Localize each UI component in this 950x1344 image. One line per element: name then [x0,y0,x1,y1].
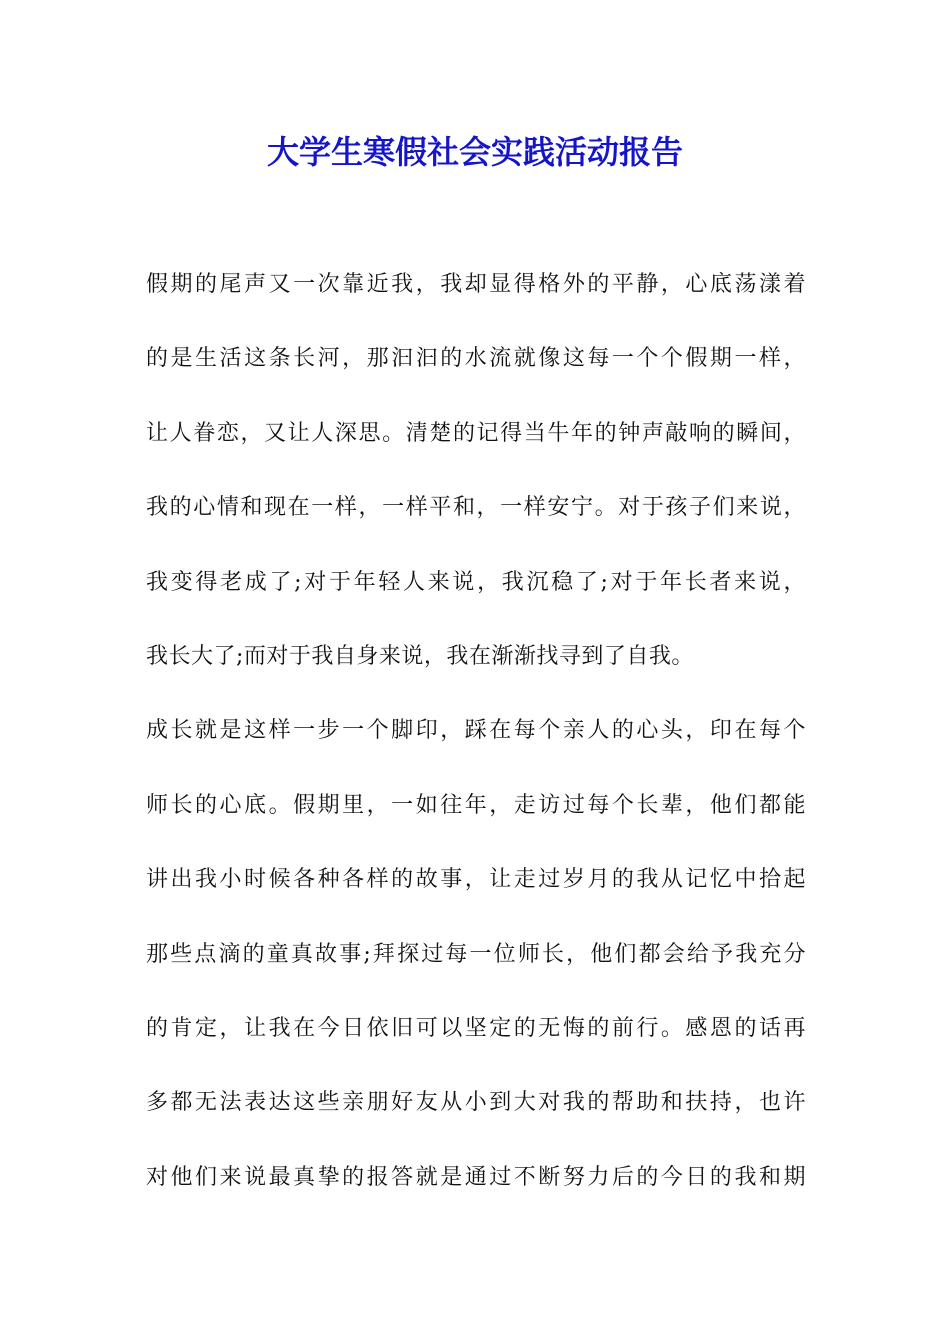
body-line: 多都无法表达这些亲朋好友从小到大对我的帮助和扶持，也许 [146,1090,806,1116]
body-line: 我长大了;而对于我自身来说，我在渐渐找寻到了自我。 [146,643,694,669]
body-line: 让人眷恋，又让人深思。清楚的记得当牛年的钟声敲响的瞬间， [146,420,806,446]
body-line: 成长就是这样一步一个脚印，踩在每个亲人的心头，印在每个 [146,718,806,744]
document-body [146,262,806,1229]
body-line: 的肯定，让我在今日依旧可以坚定的无悔的前行。感恩的话再 [146,1015,806,1041]
body-line: 我的心情和现在一样，一样平和，一样安宁。对于孩子们来说， [146,495,806,521]
body-line: 师长的心底。假期里，一如往年，走访过每个长辈，他们都能 [146,792,806,818]
body-line: 假期的尾声又一次靠近我，我却显得格外的平静，心底荡漾着 [146,272,806,297]
body-line: 讲出我小时候各种各样的故事，让走过岁月的我从记忆中拾起 [146,867,806,893]
body-line: 对他们来说最真挚的报答就是通过不断努力后的今日的我和期 [146,1164,806,1190]
body-line: 我变得老成了;对于年轻人来说，我沉稳了;对于年长者来说， [146,569,806,595]
body-line: 的是生活这条长河，那汩汩的水流就像这每一个个假期一样， [146,346,806,372]
body-line: 那些点滴的童真故事;拜探过每一位师长，他们都会给予我充分 [146,941,806,967]
document-title: 大学生寒假社会实践活动报告 [266,133,683,171]
